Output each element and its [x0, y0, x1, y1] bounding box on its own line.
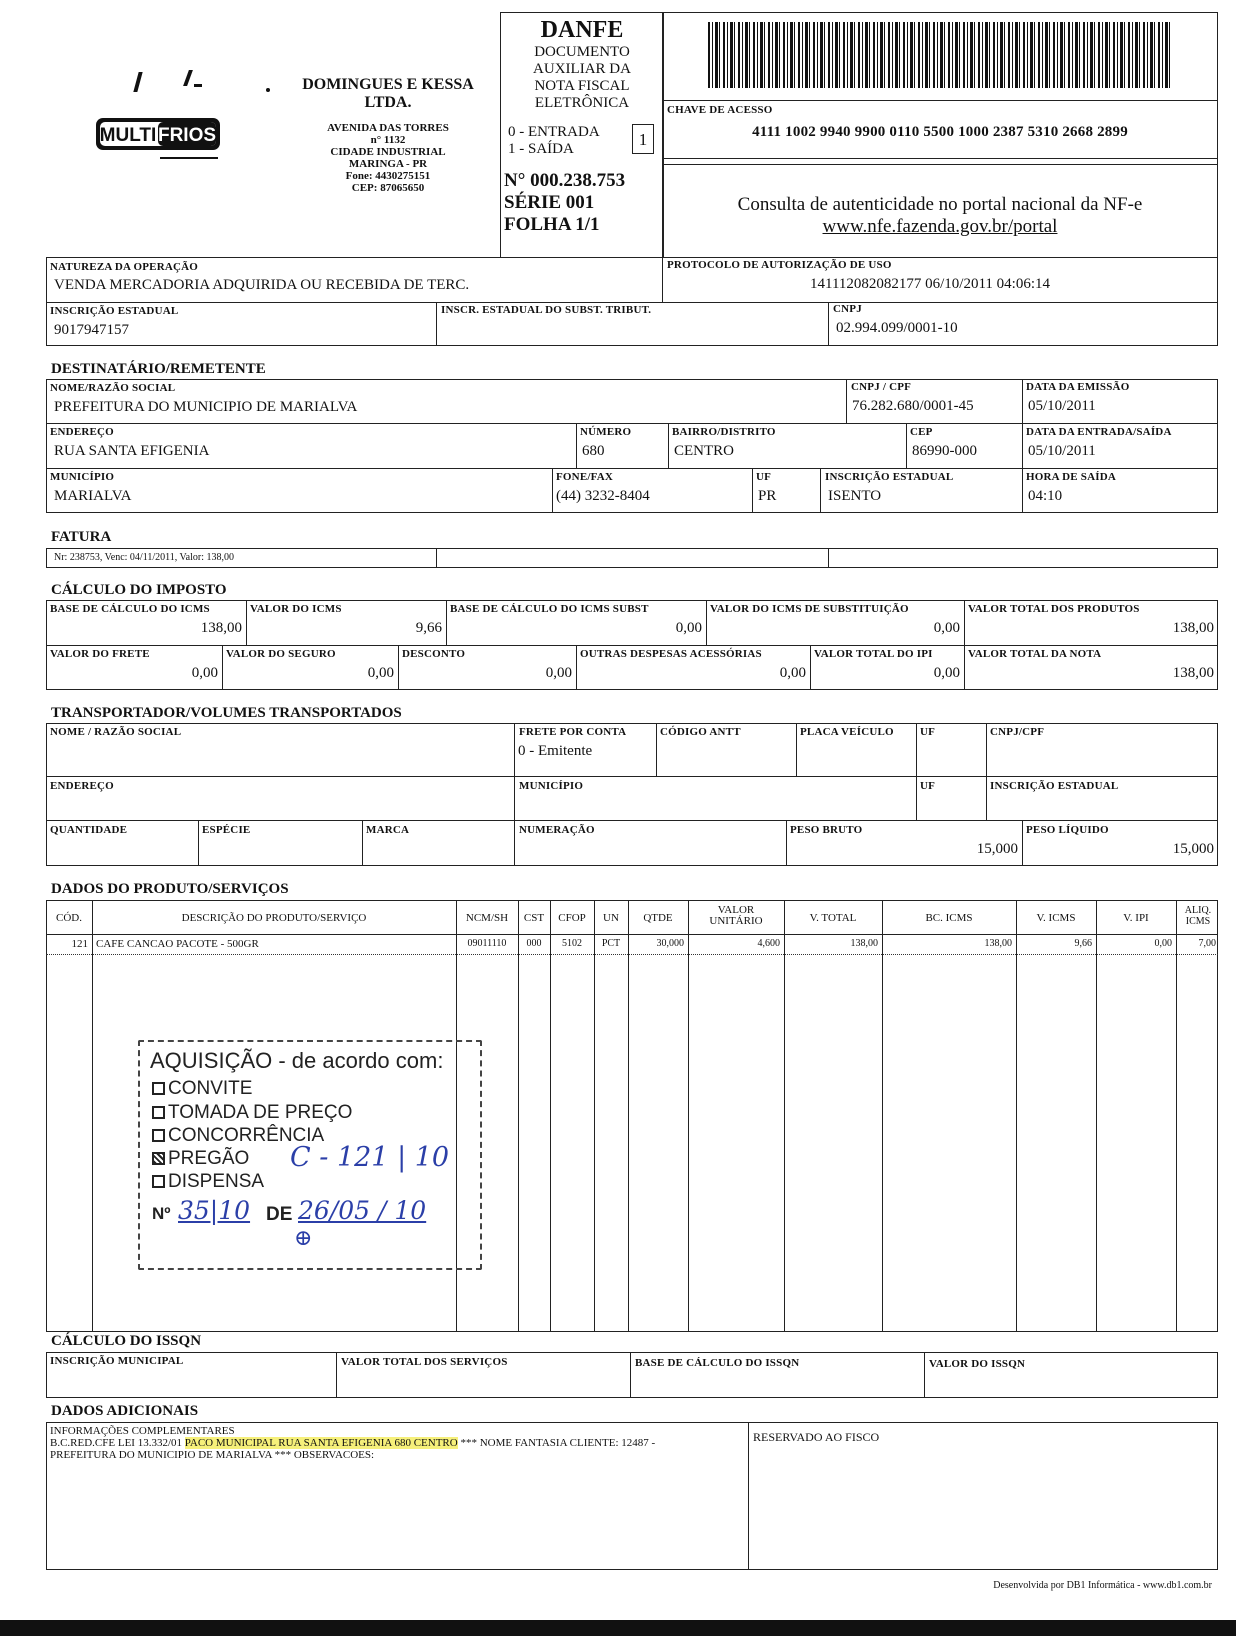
transp-uf-label: UF [920, 726, 936, 738]
stamp-title: AQUISIÇÃO - de acordo com: [150, 1048, 444, 1073]
checkbox-icon [152, 1175, 165, 1188]
dest-fone: (44) 3232-8404 [556, 488, 650, 504]
stamp-option-concorrencia: CONCORRÊNCIA [152, 1125, 324, 1147]
dest-bairro-label: BAIRRO/DISTRITO [672, 426, 776, 438]
imp-total-prod-label: VALOR TOTAL DOS PRODUTOS [968, 603, 1140, 615]
protocolo-label: PROTOCOLO DE AUTORIZAÇÃO DE USO [667, 259, 892, 271]
imposto-section: CÁLCULO DO IMPOSTO [51, 582, 227, 598]
danfe-tipo: 1 [632, 124, 654, 154]
info-highlight: PACO MUNICIPAL RUA SANTA EFIGENIA 680 CENTRO [184, 1437, 458, 1449]
transp-peso-liq-label: PESO LÍQUIDO [1026, 824, 1109, 836]
transportador-section: TRANSPORTADOR/VOLUMES TRANSPORTADOS [51, 705, 402, 721]
dest-cnpj-label: CNPJ / CPF [851, 381, 912, 393]
dest-uf-label: UF [756, 471, 772, 483]
transp-uf2-label: UF [920, 780, 936, 792]
imp-total-nota-label: VALOR TOTAL DA NOTA [968, 648, 1102, 660]
col-bc-icms: BC. ICMS [925, 912, 973, 924]
dest-uf: PR [758, 488, 777, 504]
dest-bairro: CENTRO [674, 443, 734, 459]
ie-label: INSCRIÇÃO ESTADUAL [50, 305, 179, 317]
imp-icms-subst-label: VALOR DO ICMS DE SUBSTITUIÇÃO [710, 603, 909, 615]
transp-peso-bruto-label: PESO BRUTO [790, 824, 863, 836]
dest-entrada-label: DATA DA ENTRADA/SAÍDA [1026, 426, 1172, 438]
transp-ie-label: INSCRIÇÃO ESTADUAL [990, 780, 1119, 792]
dest-nome-label: NOME/RAZÃO SOCIAL [50, 382, 176, 394]
dest-numero-label: NÚMERO [580, 426, 632, 438]
issqn-bc-label: BASE DE CÁLCULO DO ISSQN [635, 1357, 800, 1369]
transp-placa-label: PLACA VEÍCULO [800, 726, 894, 738]
emitente-name: DOMINGUES E KESSA LTDA. [302, 76, 474, 111]
dest-ie-label: INSCRIÇÃO ESTADUAL [825, 471, 954, 483]
row-bc-icms: 138,00 [984, 938, 1012, 949]
imp-icms: 9,66 [415, 620, 442, 636]
ie-subst-label: INSCR. ESTADUAL DO SUBST. TRIBUT. [441, 304, 652, 316]
stamp-option-pregao: PREGÃO [152, 1148, 249, 1170]
info-line2: PREFEITURA DO MUNICIPIO DE MARIALVA *** OBSERVACOES: [50, 1449, 375, 1461]
imp-seguro-label: VALOR DO SEGURO [226, 648, 336, 660]
row-descricao: CAFE CANCAO PACOTE - 500GR [96, 938, 259, 950]
imp-total-prod: 138,00 [1172, 620, 1214, 636]
imp-ipi: 0,00 [933, 665, 960, 681]
transp-frete-label: FRETE POR CONTA [519, 726, 627, 738]
protocolo-value: 141112082082177 06/10/2011 04:06:14 [810, 276, 1050, 292]
danfe-numero-block: N° 000.238.753 SÉRIE 001 FOLHA 1/1 [504, 170, 626, 235]
scan-marks [124, 62, 224, 92]
dest-municipio-label: MUNICÍPIO [50, 471, 115, 483]
issqn-box [46, 1352, 1218, 1398]
imp-bc-icms-label: BASE DE CÁLCULO DO ICMS [50, 603, 210, 615]
issqn-section: CÁLCULO DO ISSQN [51, 1333, 202, 1349]
imp-total-nota: 138,00 [1172, 665, 1214, 681]
dest-endereco: RUA SANTA EFIGENIA [54, 443, 210, 459]
dest-entrada: 05/10/2011 [1028, 443, 1096, 459]
footer-credit: Desenvolvida por DB1 Informática - www.db1.com.br [993, 1580, 1212, 1591]
checkbox-icon [152, 1106, 165, 1119]
dest-emissao-label: DATA DA EMISSÃO [1026, 381, 1130, 393]
fatura-section: FATURA [51, 529, 112, 545]
destinatario-section: DESTINATÁRIO/REMETENTE [51, 361, 266, 377]
dest-nome: PREFEITURA DO MUNICIPIO DE MARIALVA [54, 399, 358, 415]
stamp-de-label: DE [266, 1204, 293, 1225]
imp-outras-label: OUTRAS DESPESAS ACESSÓRIAS [580, 648, 762, 660]
col-v-total: V. TOTAL [809, 912, 857, 924]
imp-icms-label: VALOR DO ICMS [250, 603, 342, 615]
transp-peso-bruto: 15,000 [976, 841, 1018, 857]
dest-municipio: MARIALVA [54, 488, 132, 504]
barcode [708, 22, 1170, 88]
col-un: UN [603, 912, 619, 924]
col-v-icms: V. ICMS [1036, 912, 1076, 924]
natureza-value: VENDA MERCADORIA ADQUIRIDA OU RECEBIDA DE TERC. [54, 277, 470, 293]
col-v-ipi: V. IPI [1123, 912, 1149, 924]
dest-ie: ISENTO [828, 488, 882, 504]
consulta-text: Consulta de autenticidade no portal nacional da NF-e www.nfe.fazenda.gov.br/portal [662, 194, 1218, 238]
transp-antt-label: CÓDIGO ANTT [660, 726, 741, 738]
transp-especie-label: ESPÉCIE [202, 824, 251, 836]
ie-value: 9017947157 [54, 322, 129, 338]
row-qtde: 30,000 [656, 938, 684, 949]
chave-label: CHAVE DE ACESSO [667, 104, 773, 116]
cnpj-value: 02.994.099/0001-10 [836, 320, 958, 336]
stamp-pregao-hand: C - 121 | 10 [290, 1142, 450, 1173]
checkbox-icon [152, 1129, 165, 1142]
dest-hora: 04:10 [1028, 488, 1063, 504]
natureza-label: NATUREZA DA OPERAÇÃO [50, 261, 199, 273]
issqn-im-label: INSCRIÇÃO MUNICIPAL [50, 1355, 184, 1367]
checked-checkbox-icon [152, 1152, 165, 1165]
portal-link[interactable]: www.nfe.fazenda.gov.br/portal [822, 216, 1058, 237]
col-ncm: NCM/SH [465, 912, 509, 924]
fisco-label: RESERVADO AO FISCO [753, 1430, 880, 1444]
stamp-num-hand: 35|10 [178, 1196, 251, 1225]
cnpj-label: CNPJ [833, 303, 862, 315]
emitente-dot [266, 88, 270, 92]
danfe-entrada: 0 - ENTRADA [508, 124, 600, 140]
col-valor-unit: VALOR UNITÁRIO [709, 904, 763, 927]
stamp-option-dispensa: DISPENSA [152, 1171, 264, 1193]
col-cst: CST [523, 912, 545, 924]
imp-icms-subst: 0,00 [933, 620, 960, 636]
issqn-valor-label: VALOR DO ISSQN [929, 1358, 1026, 1370]
svg-text:MULTI: MULTI [99, 125, 157, 146]
transp-municipio-label: MUNICÍPIO [519, 780, 584, 792]
transp-cnpj-label: CNPJ/CPF [990, 726, 1045, 738]
transp-endereco-label: ENDEREÇO [50, 780, 114, 792]
transp-peso-liq: 15,000 [1172, 841, 1214, 857]
stamp-initials: ⊕ [294, 1226, 313, 1251]
transp-numeracao-label: NUMERAÇÃO [519, 824, 595, 836]
imp-frete-label: VALOR DO FRETE [50, 648, 150, 660]
multifrios-logo [94, 112, 222, 162]
row-v-icms: 9,66 [1074, 938, 1092, 949]
adicionais-section: DADOS ADICIONAIS [51, 1403, 199, 1419]
stamp-num-prefix: Nº [152, 1204, 171, 1223]
danfe-title-block: DANFE DOCUMENTO AUXILIAR DA NOTA FISCAL ELETRÔNICA [533, 17, 631, 111]
row-cod: 121 [71, 938, 88, 950]
transp-nome-label: NOME / RAZÃO SOCIAL [50, 726, 182, 738]
row-un: PCT [601, 938, 621, 949]
imp-desconto-label: DESCONTO [402, 648, 466, 660]
dest-hora-label: HORA DE SAÍDA [1026, 471, 1117, 483]
transp-marca-label: MARCA [366, 824, 410, 836]
imp-bc-subst-label: BASE DE CÁLCULO DO ICMS SUBST [450, 603, 649, 615]
info-line1: B.C.RED.CFE LEI 13.332/01 PACO MUNICIPAL RUA SANTA EFIGENIA 680 CENTRO *** NOME FANTASIA CLIENTE: 12487 - [50, 1437, 656, 1449]
stamp-date-hand: 26/05 / 10 [298, 1196, 427, 1225]
scan-bottom-edge [0, 1620, 1236, 1636]
col-cfop: CFOP [558, 912, 586, 924]
stamp-option-convite: CONVITE [152, 1078, 252, 1100]
dest-endereco-label: ENDEREÇO [50, 426, 114, 438]
row-cst: 000 [526, 938, 542, 949]
stamp-option-tomada: TOMADA DE PREÇO [152, 1102, 352, 1124]
produtos-section: DADOS DO PRODUTO/SERVIÇOS [51, 881, 289, 897]
imp-desconto: 0,00 [545, 665, 572, 681]
emitente-address: AVENIDA DAS TORRES n° 1132 CIDADE INDUSTRIAL MARINGA - PR Fone: 4430275151 CEP: 87065650 [327, 122, 449, 194]
row-v-ipi: 0,00 [1154, 938, 1172, 949]
col-cod: CÓD. [56, 912, 82, 924]
issqn-servicos-label: VALOR TOTAL DOS SERVIÇOS [341, 1356, 508, 1368]
fatura-value: Nr: 238753, Venc: 04/11/2011, Valor: 138,00 [54, 552, 234, 563]
danfe-saida: 1 - SAÍDA [508, 141, 574, 157]
dest-emissao: 05/10/2011 [1028, 398, 1096, 414]
checkbox-icon [152, 1082, 165, 1095]
row-aliq: 7,00 [1198, 938, 1216, 949]
col-qtde: QTDE [643, 912, 673, 924]
chave-value: 4111 1002 9940 9900 0110 5500 1000 2387 5310 2668 2899 [752, 124, 1128, 140]
col-descricao: DESCRIÇÃO DO PRODUTO/SERVIÇO [181, 912, 367, 924]
dest-cep: 86990-000 [912, 443, 977, 459]
transp-frete: 0 - Emitente [518, 743, 593, 759]
row-ncm: 09011110 [467, 938, 507, 949]
imp-ipi-label: VALOR TOTAL DO IPI [814, 648, 933, 660]
svg-text:FRIOS: FRIOS [157, 125, 217, 146]
row-v-total: 138,00 [850, 938, 878, 949]
dest-cnpj: 76.282.680/0001-45 [852, 398, 974, 414]
col-aliq: ALIQ. ICMS [1184, 905, 1212, 927]
info-label: INFORMAÇÕES COMPLEMENTARES [50, 1425, 235, 1437]
imp-seguro: 0,00 [367, 665, 394, 681]
imp-outras: 0,00 [779, 665, 806, 681]
imp-bc-icms: 138,00 [200, 620, 242, 636]
imp-bc-subst: 0,00 [675, 620, 702, 636]
dest-cep-label: CEP [910, 426, 933, 438]
transp-qtd-label: QUANTIDADE [50, 824, 128, 836]
dest-fone-label: FONE/FAX [556, 471, 614, 483]
imp-frete: 0,00 [191, 665, 218, 681]
row-valor-unit: 4,600 [757, 938, 780, 949]
dest-numero: 680 [582, 443, 605, 459]
row-cfop: 5102 [562, 938, 582, 949]
